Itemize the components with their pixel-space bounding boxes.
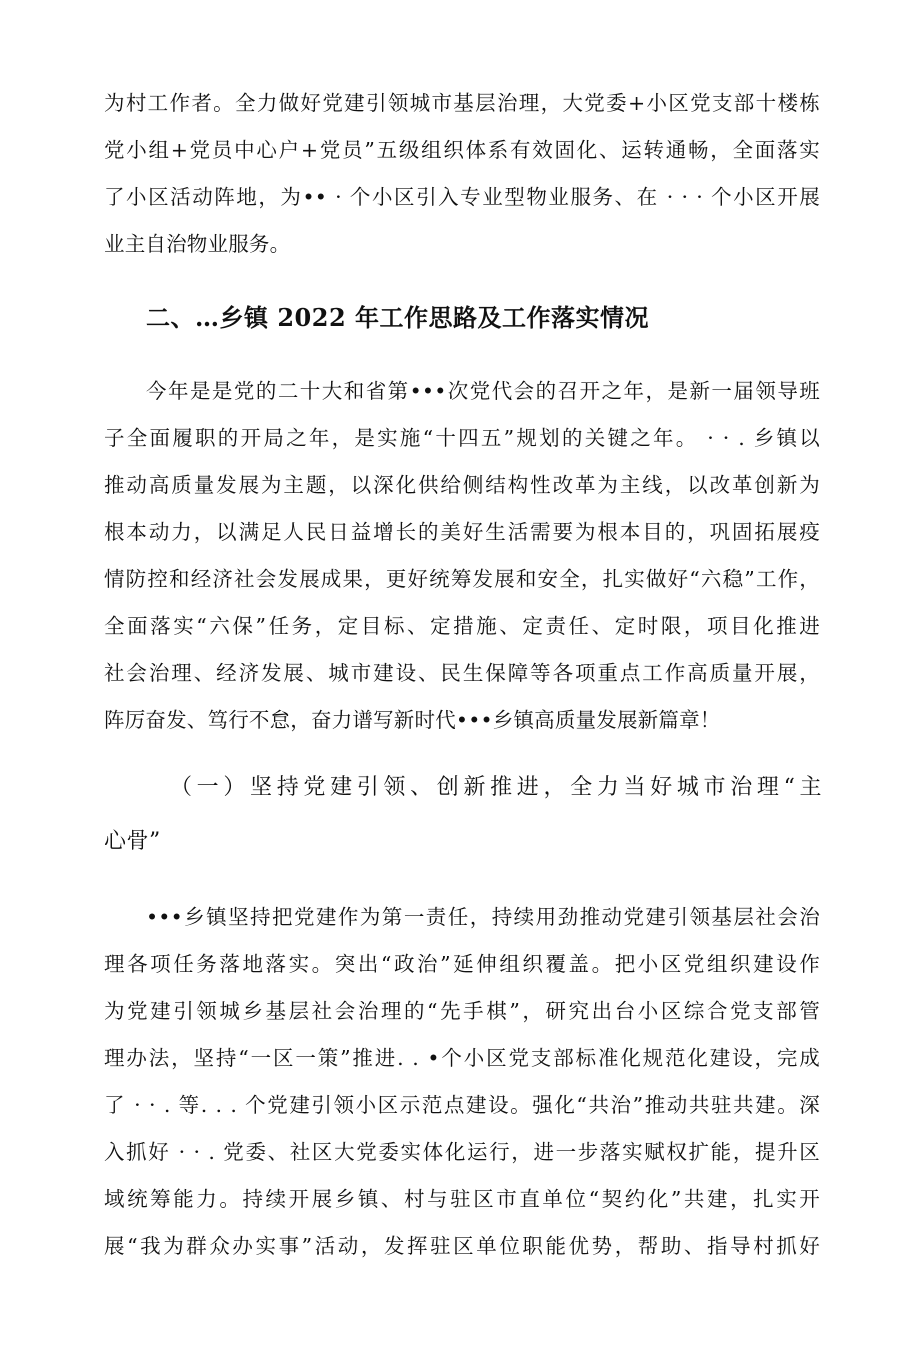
paragraph-line: 了 · · . 等. . . 个党建引领小区示范点建设。强化“共治”推动共驻共建。深 — [104, 1093, 820, 1117]
subsection-heading-line1: （一）坚持党建引领、创新推进，全力当好城市治理“主 — [170, 775, 822, 800]
paragraph-line: 理各项任务落地落实。突出“政治”延伸组织覆盖。把小区党组织建设作 — [104, 952, 820, 976]
paragraph-line: 业主自治物业服务。 — [104, 232, 291, 256]
paragraph-line: 阵厉奋发、笃行不怠，奋力谱写新时代•••乡镇高质量发展新篇章！ — [104, 708, 721, 732]
paragraph-line: 理办法，坚持“一区一策”推进. . •个小区党支部标准化规范化建设，完成 — [104, 1046, 820, 1070]
paragraph-line: 党小组+党员中心户+党员”五级组织体系有效固化、运转通畅，全面落实 — [104, 138, 820, 162]
paragraph-line: •••乡镇坚持把党建作为第一责任，持续用劲推动党建引领基层社会治 — [146, 905, 820, 929]
subsection-heading-line2: 心骨” — [104, 829, 161, 854]
paragraph-line: 全面落实“六保”任务，定目标、定措施、定责任、定时限，项目化推进 — [104, 614, 820, 638]
paragraph-line: 推动高质量发展为主题，以深化供给侧结构性改革为主线，以改革创新为 — [104, 473, 820, 497]
paragraph-line: 根本动力，以满足人民日益增长的美好生活需要为根本目的，巩固拓展疫 — [104, 520, 820, 544]
paragraph-line: 为党建引领城乡基层社会治理的“先手棋”，研究出台小区综合党支部管 — [104, 999, 820, 1023]
paragraph-line: 域统筹能力。持续开展乡镇、村与驻区市直单位“契约化”共建，扎实开 — [104, 1187, 820, 1211]
paragraph-line: 今年是是党的二十大和省第•••次党代会的召开之年，是新一届领导班 — [146, 379, 820, 403]
paragraph-line: 为村工作者。全力做好党建引领城市基层治理，大党委+小区党支部十楼栋 — [104, 91, 820, 115]
paragraph-line: 子全面履职的开局之年，是实施“十四五”规划的关键之年。 · · . 乡镇以 — [104, 426, 820, 450]
paragraph-line: 了小区活动阵地，为•• · 个小区引入专业型物业服务、在 · · · 个小区开展 — [104, 185, 820, 209]
paragraph-line: 社会治理、经济发展、城市建设、民生保障等各项重点工作高质量开展， — [104, 661, 820, 685]
section-heading: 二、…乡镇 2022 年工作思路及工作落实情况 — [146, 303, 650, 332]
paragraph-line: 展“我为群众办实事”活动，发挥驻区单位职能优势，帮助、指导村抓好 — [104, 1234, 820, 1258]
paragraph-line: 情防控和经济社会发展成果，更好统筹发展和安全，扎实做好“六稳”工作， — [104, 567, 820, 591]
paragraph-line: 入抓好 · · . 党委、社区大党委实体化运行，进一步落实赋权扩能，提升区 — [104, 1140, 820, 1164]
